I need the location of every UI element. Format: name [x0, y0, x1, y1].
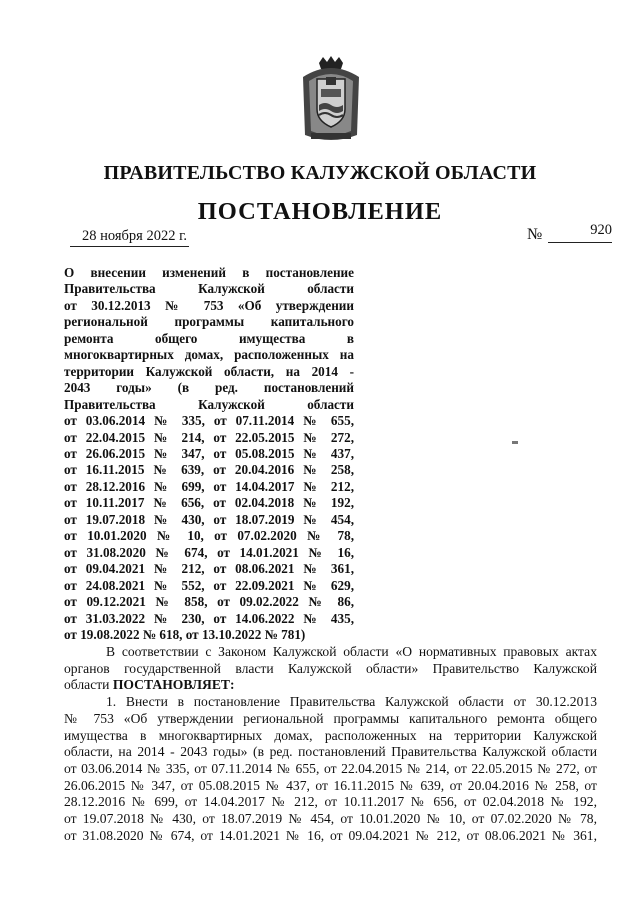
- preamble-line: [64, 677, 597, 694]
- subject-line: от 10.01.2020 № 10, от 07.02.2020 № 78,: [64, 528, 354, 544]
- item-line: имущества в многоквартирных домах, расположенных на территории Калужской: [64, 727, 597, 743]
- item-line: № 753 «Об утверждении региональной программы капитального ремонта общего: [64, 710, 597, 726]
- organization-title: ПРАВИТЕЛЬСТВО КАЛУЖСКОЙ ОБЛАСТИ: [103, 162, 537, 184]
- item-line: 1. Внести в постановление Правительства Калужской области от 30.12.2013: [106, 694, 597, 710]
- preamble-line: органов государственной власти Калужской области» Правительство Калужской: [64, 660, 597, 676]
- document-number: 920: [548, 222, 612, 243]
- subject-line: от 31.03.2022 № 230, от 14.06.2022 № 435,: [64, 610, 354, 626]
- subject-line: Правительства Калужской области: [64, 396, 354, 412]
- subject-line: от 24.08.2021 № 552, от 22.09.2021 № 629,: [64, 577, 354, 593]
- number-label: №: [527, 226, 543, 243]
- subject-line: от 09.12.2021 № 858, от 09.02.2022 № 86,: [64, 594, 354, 610]
- item-line: от 19.07.2018 № 430, от 18.07.2019 № 454, от 10.01.2020 № 10, от 07.02.2020 № 78,: [64, 811, 597, 827]
- item-line: 26.06.2015 № 347, от 05.08.2015 № 437, от 16.11.2015 № 639, от 20.04.2016 № 258, от: [64, 777, 597, 793]
- subject-line: территории Калужской области, на 2014 -: [64, 363, 354, 379]
- subject-line: от 19.07.2018 № 430, от 18.07.2019 № 454,: [64, 511, 354, 527]
- subject-line: от 03.06.2014 № 335, от 07.11.2014 № 655,: [64, 413, 354, 429]
- item-line: от 03.06.2014 № 335, от 07.11.2014 № 655, от 22.04.2015 № 214, от 22.05.2015 № 272, от: [64, 760, 597, 776]
- subject-line: от 31.08.2020 № 674, от 14.01.2021 № 16,: [64, 544, 354, 560]
- subject-line: от 22.04.2015 № 214, от 22.05.2015 № 272,: [64, 429, 354, 445]
- subject-line: региональной программы капитального: [64, 314, 354, 330]
- document-body: [64, 644, 597, 844]
- subject-line: от 16.11.2015 № 639, от 20.04.2016 № 258,: [64, 462, 354, 478]
- subject-line: от 26.06.2015 № 347, от 05.08.2015 № 437,: [64, 445, 354, 461]
- subject-line: от 19.08.2022 № 618, от 13.10.2022 № 781): [64, 626, 306, 642]
- document-subject: [64, 265, 354, 643]
- item-line: от 31.08.2020 № 674, от 14.01.2021 № 16, от 09.04.2021 № 212, от 08.06.2021 № 361,: [64, 827, 597, 843]
- scan-mark: [512, 441, 518, 444]
- coat-of-arms-icon: [297, 55, 365, 143]
- subject-line: О внесении изменений в постановление: [64, 265, 354, 280]
- document-date: 28 ноября 2022 г.: [70, 228, 189, 247]
- preamble-text: области: [64, 677, 110, 693]
- preamble-line: В соответствии с Законом Калужской области «О нормативных правовых актах: [106, 644, 597, 659]
- subject-line: Правительства Калужской области: [64, 281, 354, 297]
- subject-line: от 09.04.2021 № 212, от 08.06.2021 № 361,: [64, 561, 354, 577]
- subject-line: ремонта общего имущества в: [64, 330, 354, 346]
- subject-line: многоквартирных домах, расположенных на: [64, 347, 354, 363]
- document-type-title: ПОСТАНОВЛЕНИЕ: [197, 198, 443, 225]
- resolves-keyword: ПОСТАНОВЛЯЕТ:: [112, 677, 235, 693]
- subject-line: от 10.11.2017 № 656, от 02.04.2018 № 192,: [64, 495, 354, 511]
- item-line: области, на 2014 - 2043 годы» (в ред. постановлений Правительства Калужской области: [64, 744, 597, 760]
- item-line: 28.12.2016 № 699, от 14.04.2017 № 212, от 10.11.2017 № 656, от 02.04.2018 № 192,: [64, 794, 597, 810]
- subject-line: от 28.12.2016 № 699, от 14.04.2017 № 212,: [64, 478, 354, 494]
- subject-line: от 30.12.2013 № 753 «Об утверждении: [64, 297, 354, 313]
- subject-line: 2043 годы» (в ред. постановлений: [64, 380, 354, 396]
